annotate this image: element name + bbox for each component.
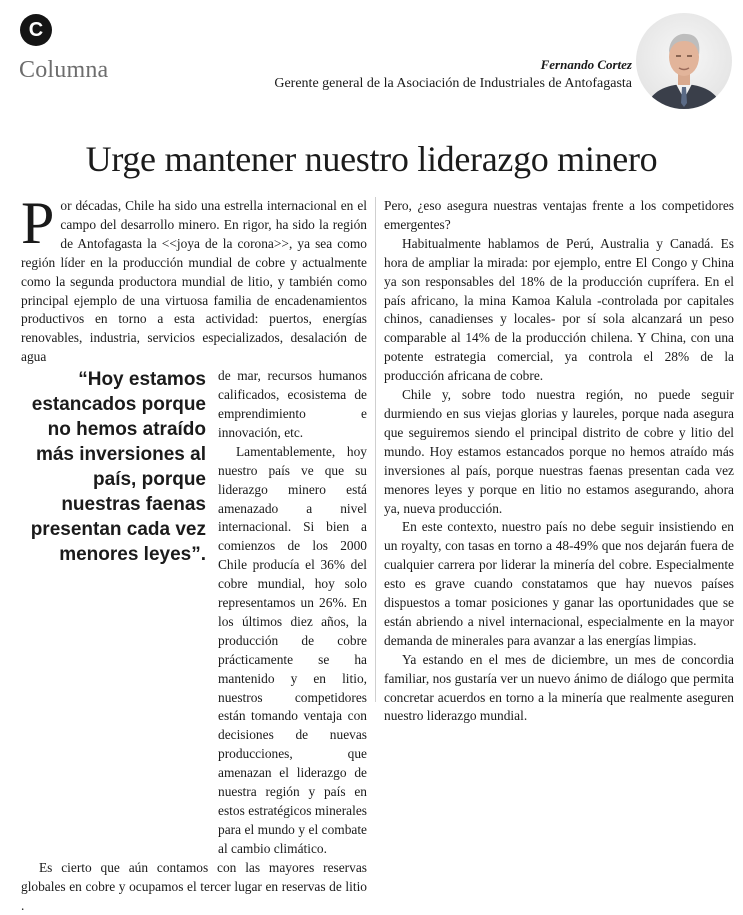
column-badge: C <box>20 14 52 46</box>
paragraph-2: Lamentablemente, hoy nuestro país ve que su liderazgo minero está amenazado a nivel internacional. Si bien a comienzos de los 2000 Chile producía el 36% del cobre mundial, hoy solo representamos un 26%. En los últimos diez años, la producción de cobre prácticamente se ha mantenido y en litio, nuestros competidores están tomando ventaja con decisiones de nuevas producciones, que amenazan el liderazgo de nuestra región y país en estos estratégicos minerales para el mundo y el combate al cambio climático. <box>218 443 367 856</box>
paragraph-3: Es cierto que aún contamos con las mayores reservas globales en cobre y ocupamos el tercer lugar en reservas de litio . <box>21 859 367 913</box>
paragraph-r4: En este contexto, nuestro país no debe seguir insistiendo en un royalty, con tasas en torno a 48-49% que nos dejarán fuera de cualquier carrera por liderar la minería del cobre. Especialmente esto es grave cuando constatamos que hay nuevos países dispuestos a tomar posiciones y ganar las oportunidades que se están abriendo a nivel internacional, especialmente en la mayor demanda de minerales para avanzar a las energías limpias. <box>384 519 734 648</box>
paragraph-intro <box>21 190 367 367</box>
pull-quote: “Hoy estamos estancados porque no hemos atraído más inversiones al país, porque nuestras faenas presentan cada vez menores leyes”. <box>30 369 206 566</box>
paragraph-r5: Ya estando en el mes de diciembre, un mes de concordia familiar, nos gustaría ver un nuevo ánimo de diálogo que permita concretar acuerdos en torno a la minería que realmente aseguren nuestro liderazgo mundial. <box>384 651 734 724</box>
author-byline <box>274 57 632 93</box>
article-column-right <box>384 197 734 726</box>
paragraph-r3: Chile y, sobre todo nuestra región, no puede seguir durmiendo en sus viejas glorias y laureles, porque nada asegura que seguiremos siendo el principal distrito de cobre y litio del mundo. Hoy estamos estancados porque no hemos atraído más inversiones al país, porque nuestras faenas presentan cada vez menores leyes y porque en litio no estamos asegurando, ahora ya, nueva producción. <box>384 387 734 516</box>
paragraph-r1: Pero, ¿eso asegura nuestras ventajas frente a los competidores emergentes? <box>384 198 734 232</box>
section-label: Columna <box>19 57 109 83</box>
author-role: Gerente general de la Asociación de Industriales de Antofagasta <box>274 76 632 91</box>
quote-area <box>21 367 367 859</box>
article-headline: Urge mantener nuestro liderazgo minero <box>85 139 658 179</box>
author-portrait-icon <box>636 13 732 109</box>
column-divider <box>375 197 376 702</box>
drop-cap: P <box>21 190 55 256</box>
author-name: Fernando Cortez <box>540 57 632 72</box>
paragraph-intro-text: or décadas, Chile ha sido una estrella internacional en el campo del desarrollo minero. En rigor, ha sido la región de Antofagasta la <<joya de la corona>>, ya sea como región líder en la producción mundial de cobre y actualmente como la segunda productora mundial de litio, y también como principal ejemplo de una virtuosa familia de encadenamientos productivos en torno a esta actividad: puertos, energías renovables, industria, servicios especializados, desalación de agua <box>21 198 367 365</box>
author-photo <box>636 13 732 109</box>
quote-side-text <box>218 367 367 859</box>
paragraph-intro-cont: de mar, recursos humanos calificados, ecosistema de emprendimiento e innovación, etc. <box>218 368 367 440</box>
paragraph-r2: Habitualmente hablamos de Perú, Australia y Canadá. Es hora de ampliar la mirada: por ejemplo, entre El Congo y China ya son responsables del 18% de la producción cuprífera. En el país africano, la mina Kamoa Kalula -controlada por capitales chinos, canadienses y locales- por sí sola alcanzará un peso comparable al 14% de la producción chilena. Y China, con una potente estrategia comercial, ya controla el 28% de la producción africana de cobre. <box>384 235 734 384</box>
article-column-left <box>21 190 367 915</box>
